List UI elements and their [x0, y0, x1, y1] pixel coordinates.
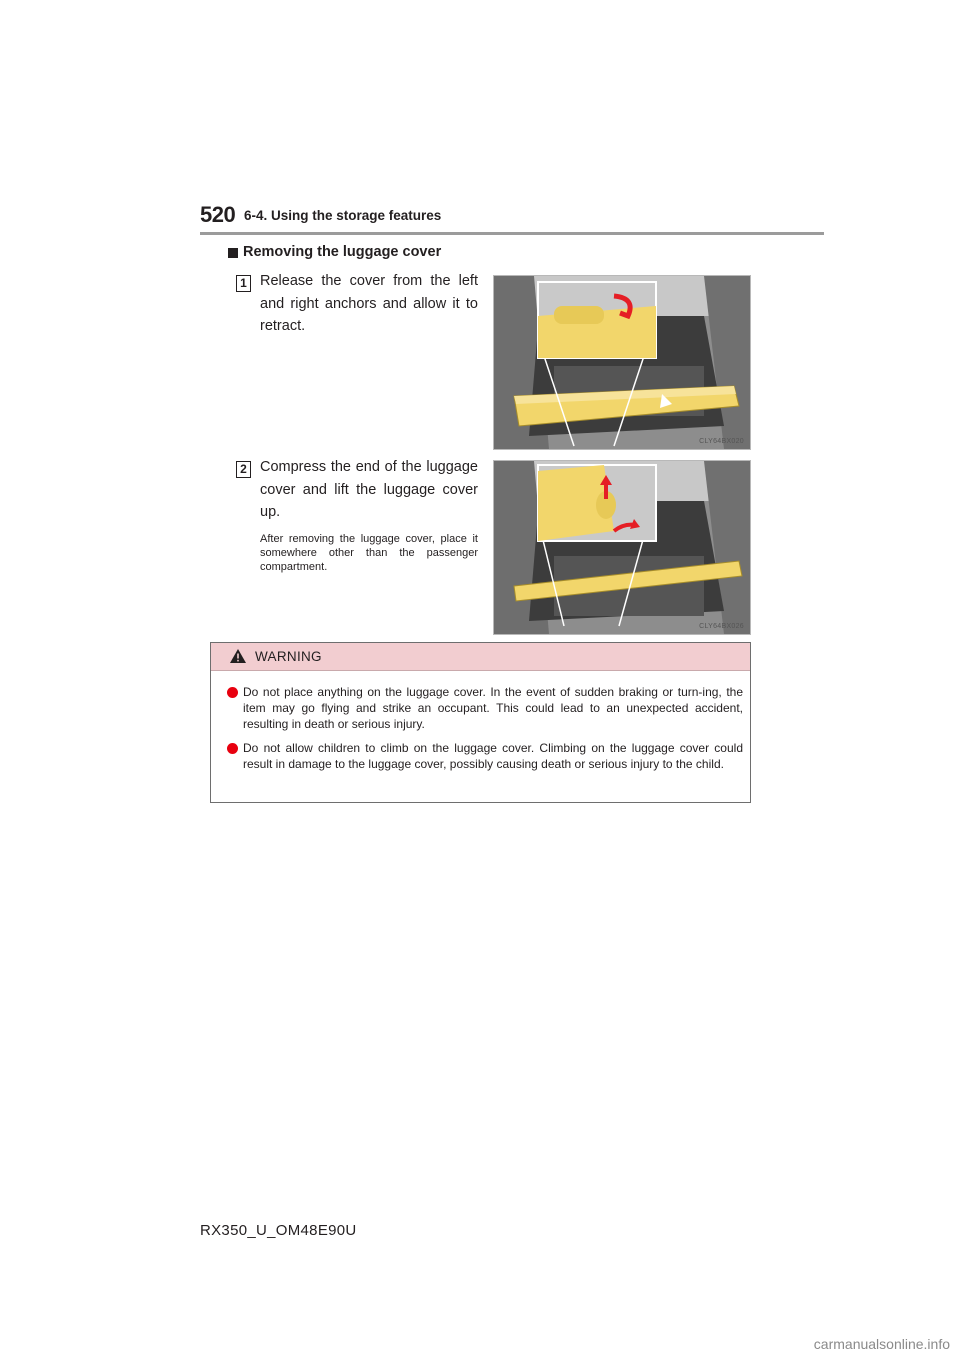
step-2-text: Compress the end of the luggage cover and lift the luggage cover up.	[260, 459, 478, 520]
subsection-marker-icon	[228, 248, 238, 258]
section-title: 6-4. Using the storage features	[244, 208, 442, 223]
step-1-figure	[493, 275, 751, 450]
warning-title: WARNING	[255, 649, 322, 664]
warning-item-2: Do not allow children to climb on the luggage cover. Climbing on the luggage cover could result in damage to the luggage cover, possibly causing death or serious injury to the child.	[243, 741, 743, 771]
warning-triangle-icon	[229, 648, 247, 664]
step-number-2: 2	[236, 461, 251, 478]
watermark: carmanualsonline.info	[813, 1336, 950, 1352]
luggage-cover-lift-illustration	[494, 461, 750, 634]
warning-item-1: Do not place anything on the luggage cover. In the event of sudden braking or turn-ing, the item may go flying and strike an occupant. This could lead to an unexpected accident, resulting in death or serious injury.	[243, 685, 743, 731]
step-1-text: Release the cover from the left and right anchors and allow it to retract.	[260, 273, 478, 334]
bullet-icon	[227, 687, 238, 698]
warning-header	[211, 643, 750, 671]
warning-box	[210, 642, 751, 803]
step-2-figure	[493, 460, 751, 635]
header-rule	[200, 232, 824, 235]
step-2-note: After removing the luggage cover, place it somewhere other than the passenger compartment.	[260, 533, 478, 573]
figure-code: CLY64BX026	[699, 623, 744, 630]
manual-code: RX350_U_OM48E90U	[200, 1222, 357, 1239]
step-number-1: 1	[236, 275, 251, 292]
figure-code: CLY64BX020	[699, 438, 744, 445]
bullet-icon	[227, 743, 238, 754]
page-number: 520	[200, 202, 236, 227]
subsection-title: Removing the luggage cover	[243, 244, 442, 260]
luggage-cover-release-illustration	[494, 276, 750, 449]
